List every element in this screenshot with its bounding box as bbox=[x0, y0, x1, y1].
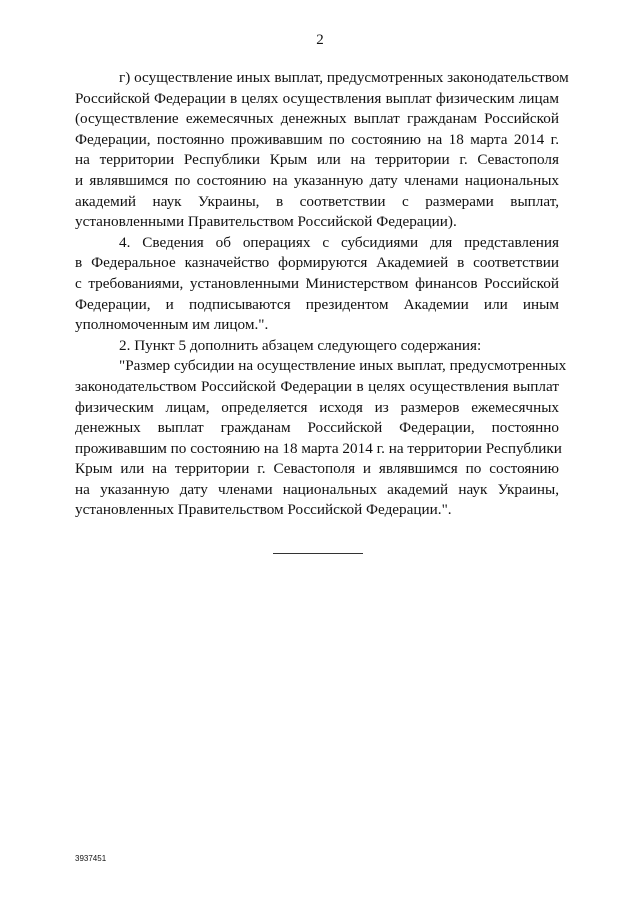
text-line: уполномоченным им лицом.". bbox=[75, 316, 269, 334]
end-divider-line bbox=[273, 553, 363, 554]
text-line: в Федеральное казначейство формируются Академией в соответствии bbox=[75, 254, 559, 272]
text-line: г) осуществление иных выплат, предусмотренных законодательством bbox=[119, 69, 569, 86]
text-line: установленных Правительством Российской Федерации.". bbox=[75, 501, 452, 519]
text-line: академий наук Украины, в соответствии с размерами выплат, bbox=[75, 192, 559, 210]
page-number: 2 bbox=[316, 32, 324, 48]
text-line: с требованиями, установленными Министерством финансов Российской bbox=[75, 274, 559, 292]
text-line: на территории Республики Крым или на территории г. Севастополя bbox=[75, 151, 559, 169]
document-body bbox=[75, 68, 569, 521]
text-line: Федерации, постоянно проживавшим по состоянию на 18 марта 2014 г. bbox=[75, 130, 559, 148]
text-line: (осуществление ежемесячных денежных выплат гражданам Российской bbox=[75, 110, 559, 128]
text-line: 2. Пункт 5 дополнить абзацем следующего содержания: bbox=[119, 336, 482, 354]
text-line: денежных выплат гражданам Российской Федерации, постоянно bbox=[75, 419, 559, 437]
text-line: физическим лицам, определяется исходя из размеров ежемесячных bbox=[75, 398, 559, 416]
text-line: проживавшим по состоянию на 18 марта 2014 г. на территории Республики bbox=[75, 439, 562, 457]
document-code: 3937451 bbox=[75, 854, 107, 863]
text-line: Крым или на территории г. Севастополя и являвшимся по состоянию bbox=[75, 460, 559, 478]
paragraph-subitem-g bbox=[75, 68, 569, 233]
paragraph-quoted-amendment bbox=[75, 356, 567, 521]
text-line: Федерации, и подписываются президентом Академии или иным bbox=[75, 295, 559, 313]
text-line: "Размер субсидии на осуществление иных выплат, предусмотренных bbox=[119, 357, 567, 375]
text-line: 4. Сведения об операциях с субсидиями для представления bbox=[119, 233, 559, 251]
text-line: законодательством Российской Федерации в целях осуществления выплат bbox=[75, 377, 559, 395]
text-line: и являвшимся по состоянию на указанную дату членами национальных bbox=[75, 171, 559, 189]
text-line: установленными Правительством Российской Федерации). bbox=[75, 213, 457, 231]
paragraph-item-4 bbox=[75, 233, 559, 336]
paragraph-point-2 bbox=[75, 336, 559, 357]
text-line: на указанную дату членами национальных академий наук Украины, bbox=[75, 480, 559, 498]
text-line: Российской Федерации в целях осуществления выплат физическим лицам bbox=[75, 89, 559, 107]
